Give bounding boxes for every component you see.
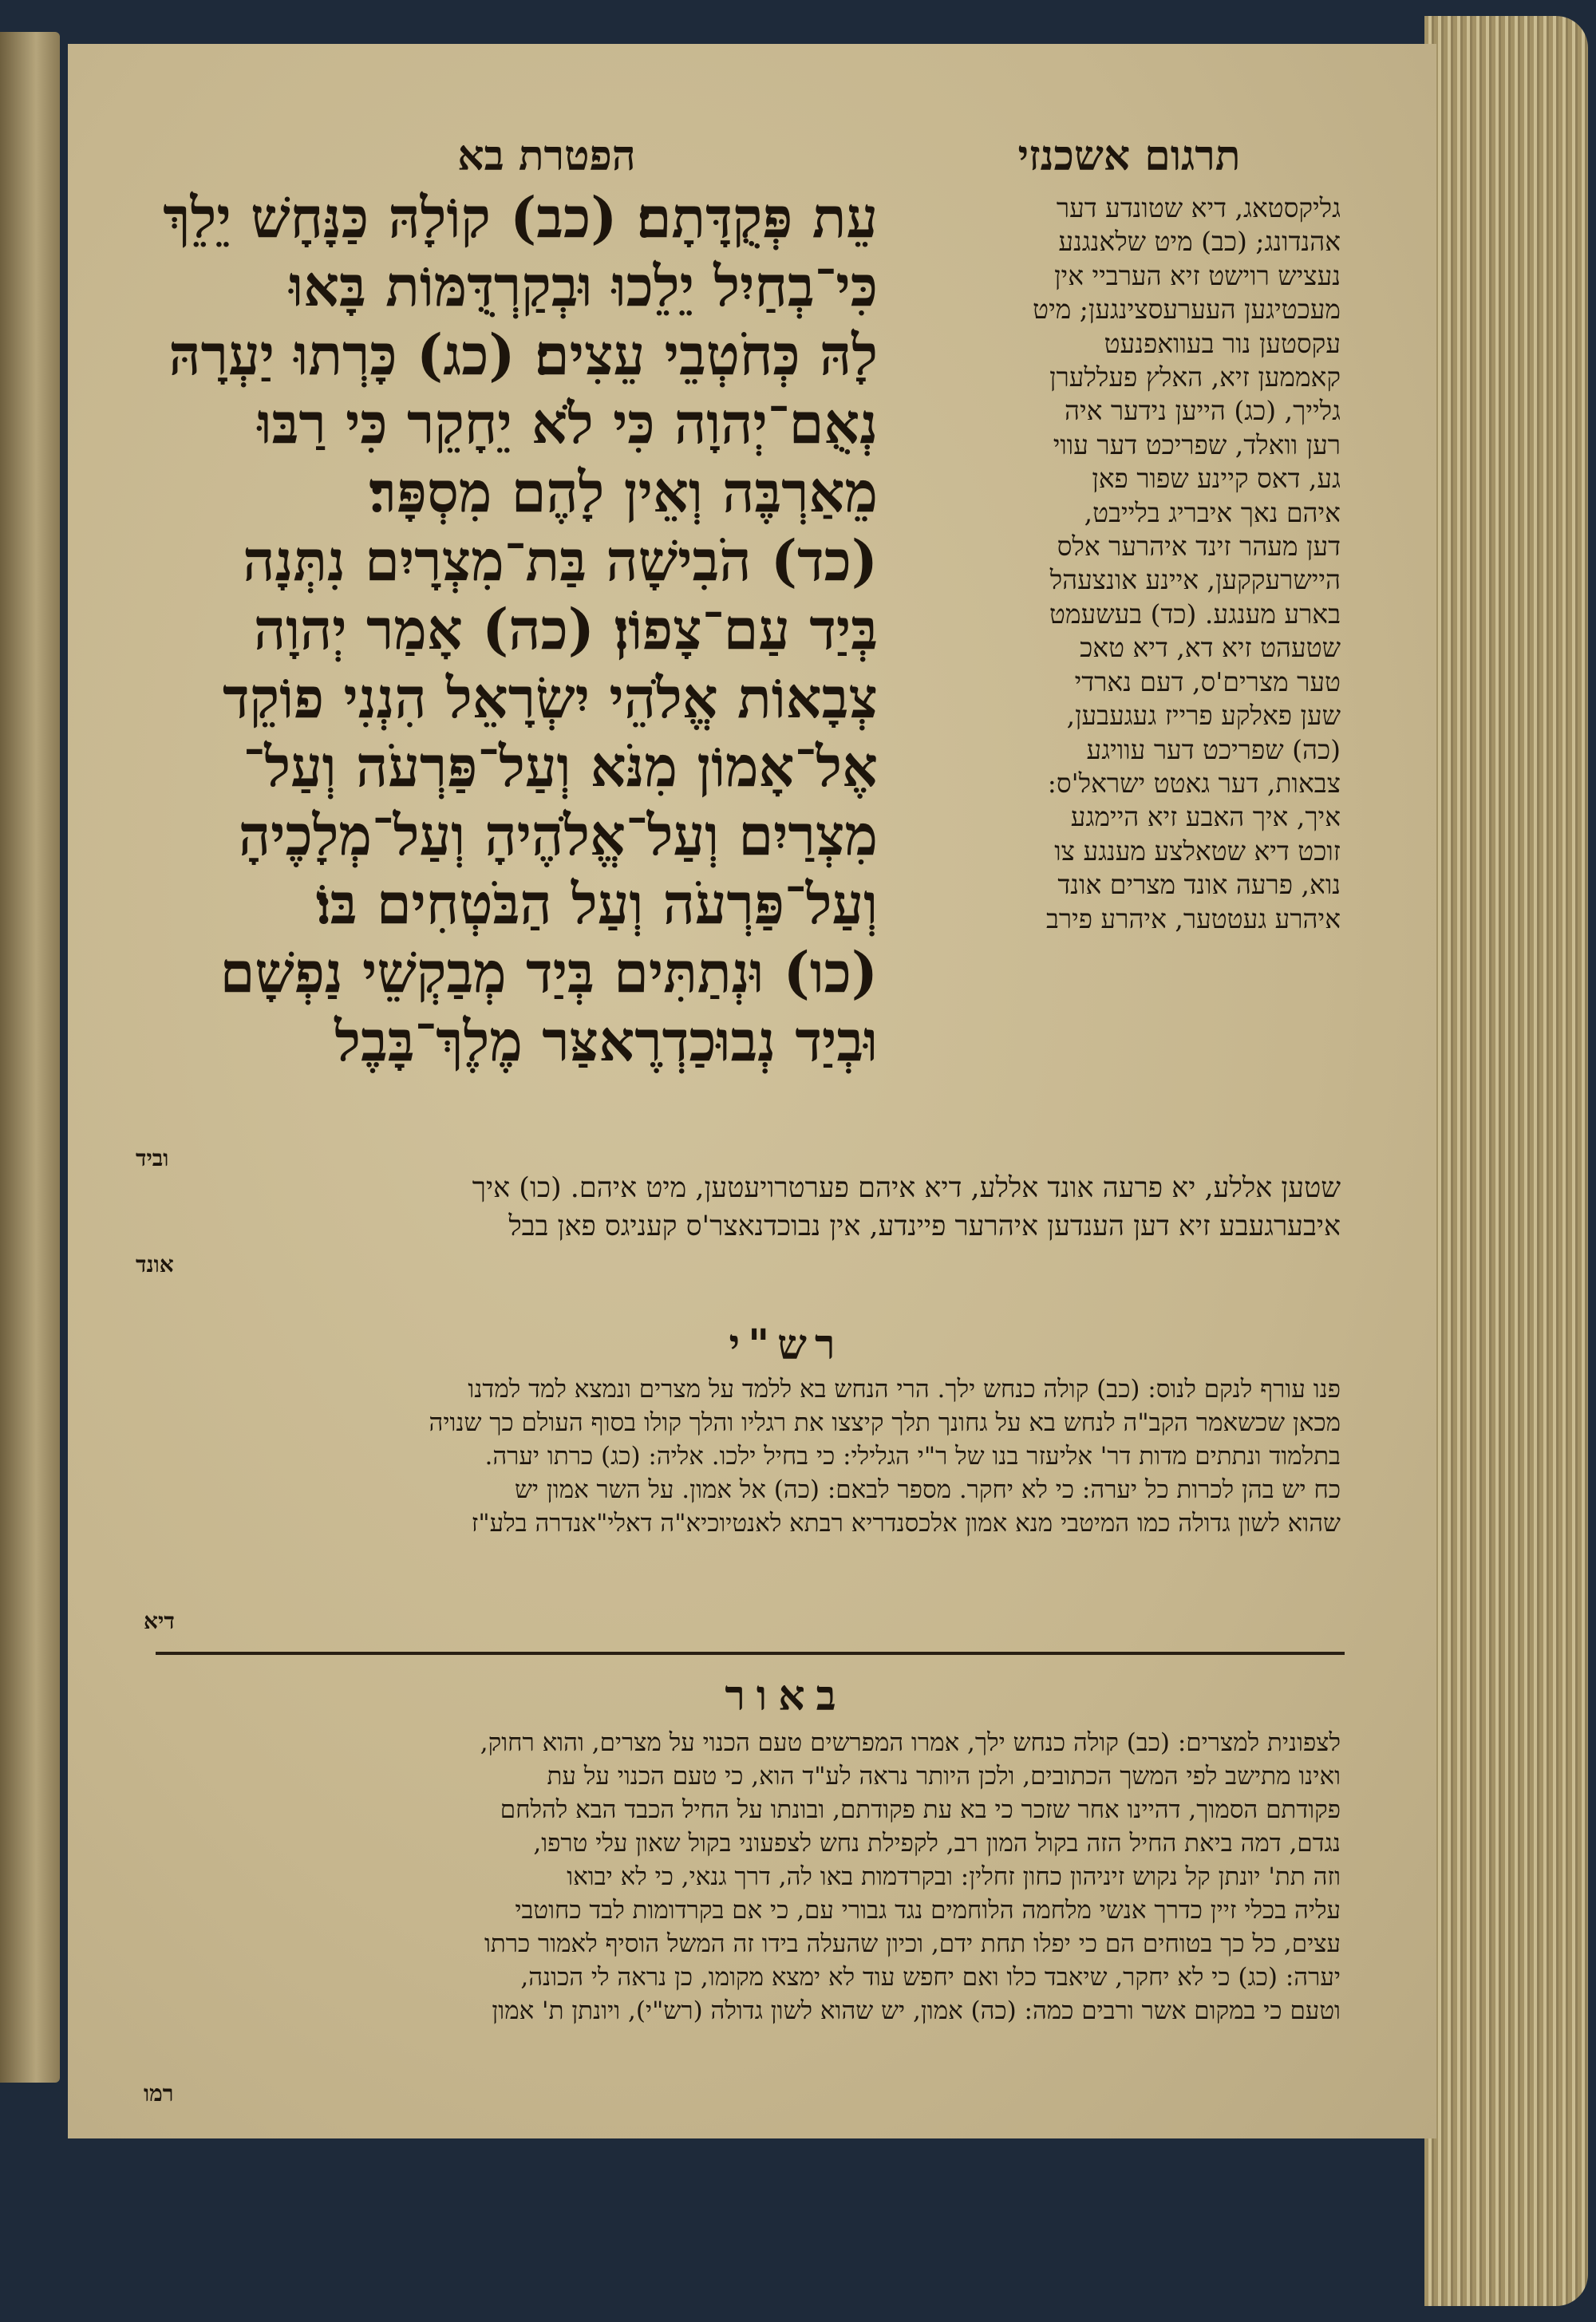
book-page bbox=[68, 44, 1436, 2138]
yiddish-line: גלייך, (כג) הייען נידער איה bbox=[1064, 395, 1341, 427]
biur-commentary bbox=[140, 1726, 1341, 2028]
biur-line: ואינו מתישב לפי המשך הכתובים, ולכן היותר נראה לע"ד הוא, כי טעם הכנוי על עת bbox=[547, 1762, 1341, 1791]
yiddish-line: זוכט דיא שטאלצע מענגע צו bbox=[1054, 835, 1341, 867]
yiddish-cont-line: שטען אללע, יא פרעה אונד אללע, דיא איהם פערטרויעטען, מיט איהם. (כו) איך bbox=[472, 1172, 1341, 1204]
hebrew-line: מֵאַרְבֶּה וְאֵין לָהֶם מִסְפָּר׃ bbox=[369, 459, 878, 525]
yiddish-line: גליקסטאג, דיא שטונדע דער bbox=[1056, 192, 1341, 223]
yiddish-cont-line: איבערגעבע זיא דען הענדען איהרער פיינדע, אין נבוכדנאצר'ס קעניגס פאן בבל bbox=[508, 1210, 1341, 1242]
yiddish-line: היישרעקקען, איינע אונצעהל bbox=[1049, 564, 1341, 596]
hebrew-line: צְבָאוֹת אֱלֹהֵי יִשְׂרָאֵל הִנְנִי פוֹקֵד bbox=[223, 665, 878, 731]
biur-line: נגדם, דמה ביאת החיל הזה בקול המון רב, לקפילת נחש לצפעוני בקול שאון עלי טרפו, bbox=[533, 1829, 1341, 1858]
hebrew-line: עֵת פְּקֻדָּתָם׃ (כב) קוֹלָהּ כַּנָּחָשׁ יֵלֵךְ bbox=[163, 184, 878, 251]
biur-line: לצפונית למצרים: (כב) קולה כנחש ילך, אמרו המפרשים טעם הכנוי על מצרים, והוא רחוק, bbox=[480, 1728, 1341, 1757]
yiddish-line: שטעהט זיא דא, דיא טאכ bbox=[1080, 632, 1341, 664]
yiddish-line: עקסטען נור בעוואפנעט bbox=[1104, 327, 1341, 359]
rashi-commentary bbox=[140, 1372, 1341, 1540]
rashi-line: מכאן שכשאמר הקב"ה לנחש בא על גחונך תלך קיצצו את רגליו והלך קולו בסוף העולם כך שנויה bbox=[429, 1408, 1341, 1437]
rashi-catchword: דיא bbox=[144, 1608, 175, 1634]
biur-heading: באור bbox=[725, 1672, 847, 1720]
yiddish-line: צבאות, דער גאטט ישראל'ס: bbox=[1047, 767, 1341, 799]
biur-line: וזה תת' יונתן קל נקוש זיניהון כחון זחלין: ובקרדמות באו לה, דרך גנאי, כי לא יבואו bbox=[567, 1862, 1341, 1891]
hebrew-line: מִצְרַיִם וְעַל־אֱלֹהֶיהָ וְעַל־מְלָכֶיהָ bbox=[238, 802, 878, 868]
yiddish-line: שען פאלקע פרייז געגעבען, bbox=[1066, 700, 1341, 732]
hebrew-line: בְּיַד עַם־צָפוֹן׃ (כה) אָמַר יְהוָה bbox=[253, 596, 878, 662]
rashi-heading: רש"י bbox=[729, 1321, 843, 1369]
yiddish-cont-line: אונד bbox=[136, 1251, 174, 1277]
yiddish-line: איך, איך האבע זיא היימגע bbox=[1070, 801, 1341, 833]
yiddish-line: קאממען זיא, האלץ פעללערן bbox=[1049, 361, 1341, 393]
yiddish-line: מעכטיגען העערעסצינגען; מיט bbox=[1033, 294, 1341, 326]
hebrew-line: (כד) הֹבִישָׁה בַּת־מִצְרָיִם נִתְּנָה bbox=[243, 527, 878, 594]
yiddish-line: טער מצרים'ס, דעם נארדי bbox=[1074, 665, 1341, 697]
hebrew-line: וּבְיַד נְבוּכַדְרֶאצַּר מֶלֶךְ־בָּבֶל bbox=[334, 1008, 878, 1074]
yiddish-line: נוא, פרעה אונד מצרים אונד bbox=[1057, 869, 1341, 901]
biur-line: יערה: (כג) כי לא יחקר, שיאבד כלו ואם יחפש עוד לא ימצא מקומו, כן נראה לי הכונה, bbox=[520, 1963, 1341, 1992]
yiddish-line: איהם נאך איבריג בלייבט, bbox=[1084, 496, 1341, 528]
hebrew-catchword: וביד bbox=[136, 1145, 169, 1171]
page-header-translation: תרגום אשכנזי bbox=[1017, 132, 1241, 180]
rashi-line: בתלמוד ונתתים מדות דר' אליעזר בנו של ר"י הגלילי: כי בחיל ילכו. אליה: (כג) כרתו יערה. bbox=[484, 1442, 1341, 1471]
yiddish-translation-column bbox=[922, 192, 1341, 936]
hebrew-line: וְעַל־פַּרְעֹה וְעַל הַבֹּטְחִים בּוֹ׃ bbox=[315, 871, 878, 937]
yiddish-line: רען וואלד, שפריכט דער עווי bbox=[1053, 428, 1341, 460]
biur-line: עצים, כל כך בטוחים הם כי יפלו תחת ידם, וכיון שהעלה בידו זה המשל הוסיף לאמור כרתו bbox=[484, 1929, 1341, 1958]
rashi-line: פנו עורף לנקם לנוס: (כב) קולה כנחש ילך. הרי הנחש בא ללמד על מצרים ונמצא למד למדנו bbox=[468, 1375, 1341, 1404]
yiddish-line: בארע מענגע. (כד) בעשעמט bbox=[1049, 598, 1341, 630]
biur-line: עליה בכלי זיין כדרך אנשי מלחמה הלוחמים נגד גבורי עם, כי אם בקרדומות לבד כחוטבי bbox=[515, 1896, 1341, 1925]
section-divider bbox=[156, 1652, 1345, 1655]
yiddish-line: אהנדונג; (כב) מיט שלאנגנע bbox=[1058, 226, 1341, 258]
hebrew-text-column bbox=[144, 184, 878, 1076]
biur-catchword: רמו bbox=[144, 2080, 174, 2107]
previous-page-edge bbox=[0, 32, 60, 2083]
yiddish-translation-continuation bbox=[136, 1169, 1341, 1284]
biur-line: פקודתם הסמוך, דהיינו אחר שזכר כי בא עת פקודתם, ובונתו על החיל הכבד הבא להלחם bbox=[500, 1795, 1341, 1824]
hebrew-line: כִּי־בְחַיִל יֵלֵכוּ וּבְקַרְדֻּמּוֹת בָּאוּ bbox=[289, 253, 878, 319]
hebrew-line: לָהּ כְּחֹטְבֵי עֵצִים׃ (כג) כָּרְתוּ יַעְרָהּ bbox=[168, 322, 878, 388]
rashi-line: שהוא לשון גדולה כמו המיטבי מנא אמון אלכסנדריא רבתא לאנטיוכיא"ה דאלי"אנדרה בלע"ז bbox=[471, 1509, 1341, 1538]
yiddish-line: (כה) שפריכט דער עוויגע bbox=[1086, 733, 1341, 765]
rashi-line: כח יש בהן לכרות כל יערה: כי לא יחקר. מספר לבאם: (כה) אל אמון. על השר אמון יש bbox=[514, 1475, 1341, 1504]
yiddish-line: גע, דאס קיינע שפור פאן bbox=[1092, 463, 1341, 495]
yiddish-line: נעציש רוישט זיא הערביי אין bbox=[1054, 259, 1341, 291]
hebrew-line: נְאֻם־יְהוָה כִּי לֹא יֵחָקֵר כִּי רַבּוּ bbox=[257, 390, 878, 456]
page-stack-edge bbox=[1424, 16, 1588, 2306]
hebrew-line: אֶל־אָמוֹן מִנֹּא וְעַל־פַּרְעֹה וְעַל־ bbox=[243, 733, 878, 800]
yiddish-line: דען מעהר זינד איהרער אלס bbox=[1057, 531, 1341, 563]
hebrew-line: (כו) וּנְתַתִּים בְּיַד מְבַקְשֵׁי נַפְשָׁם bbox=[219, 939, 878, 1005]
page-header-haftarah: הפטרת בא bbox=[457, 132, 636, 180]
yiddish-line: איהרע געטטער, איהרע פירב bbox=[1046, 902, 1341, 934]
biur-line: וטעם כי במקום אשר ורבים כמה: (כה) אמון, יש שהוא לשון גדולה (רש"י), ויונתן ת' אמון bbox=[492, 1996, 1341, 2025]
